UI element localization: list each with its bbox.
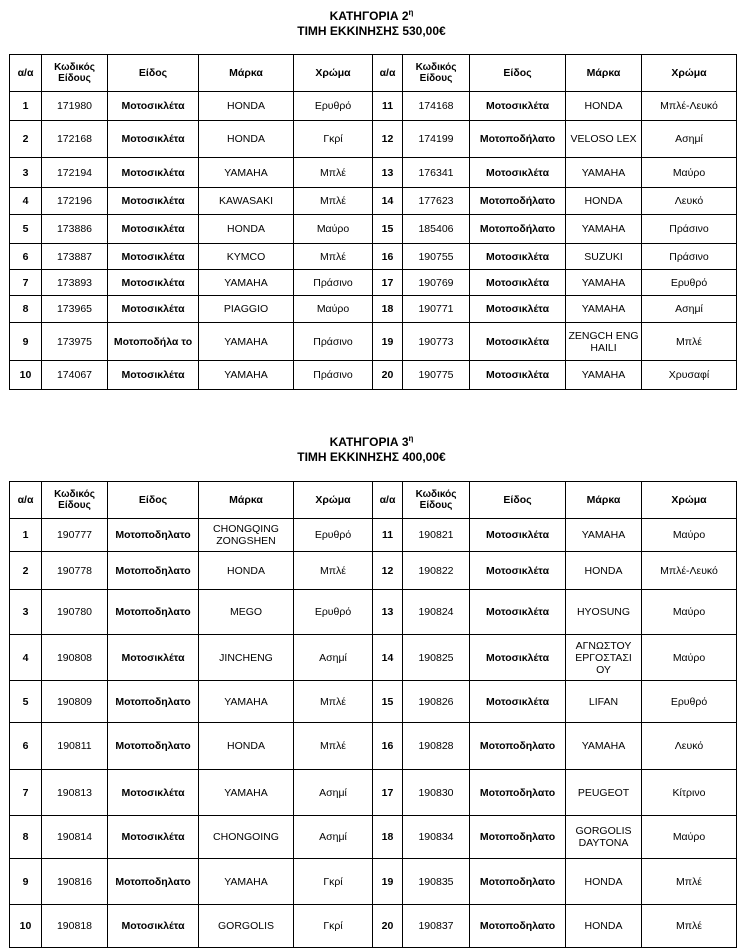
- item-type-cell: Μοτοσικλέτα: [108, 244, 199, 270]
- brand-cell: HONDA: [566, 92, 642, 121]
- item-code-cell: 173965: [42, 296, 108, 323]
- brand-cell: KAWASAKI: [199, 188, 294, 215]
- serial-header: α/α: [10, 55, 42, 92]
- category-title: ΚΑΤΗΓΟΡΙΑ 2: [329, 9, 409, 23]
- brand-cell: HONDA: [566, 859, 642, 905]
- brand-header: Μάρκα: [199, 55, 294, 92]
- item-type-cell: Μοτοσικλέτα: [108, 92, 199, 121]
- item-type-cell: Μοτοσικλέτα: [108, 361, 199, 390]
- table-row: [10, 590, 737, 635]
- color-cell: Μαύρο: [642, 590, 737, 635]
- code-header: Κωδικός Είδους: [403, 55, 470, 92]
- table-row: [10, 552, 737, 590]
- brand-header: Μάρκα: [566, 482, 642, 519]
- brand-cell: HONDA: [199, 723, 294, 770]
- item-type-cell: Μοτοσικλέτα: [470, 270, 566, 296]
- item-type-cell: Μοτοποδήλατο: [470, 215, 566, 244]
- item-type-cell: Μοτοποδηλατο: [470, 816, 566, 859]
- brand-cell: CHONGQING ZONGSHEN: [199, 519, 294, 552]
- item-type-cell: Μοτοσικλέτα: [470, 296, 566, 323]
- item-code-cell: 190821: [403, 519, 470, 552]
- item-type-cell: Μοτοποδηλατο: [108, 519, 199, 552]
- item-code-cell: 190814: [42, 816, 108, 859]
- item-code-cell: 172196: [42, 188, 108, 215]
- row-number-cell: 15: [373, 215, 403, 244]
- brand-cell: JINCHENG: [199, 635, 294, 681]
- table-row: [10, 296, 737, 323]
- item-type-cell: Μοτοσικλέτα: [470, 244, 566, 270]
- row-number-cell: 12: [373, 552, 403, 590]
- item-type-cell: Μοτοποδηλατο: [470, 859, 566, 905]
- item-code-cell: 190811: [42, 723, 108, 770]
- brand-cell: YAMAHA: [199, 361, 294, 390]
- code-header: Κωδικός Είδους: [403, 482, 470, 519]
- row-number-cell: 10: [10, 905, 42, 948]
- brand-cell: LIFAN: [566, 681, 642, 723]
- color-cell: Μπλέ: [642, 323, 737, 361]
- item-type-cell: Μοτοσικλέτα: [108, 270, 199, 296]
- color-cell: Μπλέ: [642, 905, 737, 948]
- brand-cell: GORGOLIS DAYTONA: [566, 816, 642, 859]
- color-cell: Γκρί: [294, 121, 373, 158]
- row-number-cell: 5: [10, 215, 42, 244]
- color-cell: Πράσινο: [294, 361, 373, 390]
- item-type-cell: Μοτοσικλέτα: [470, 323, 566, 361]
- code-header: Κωδικός Είδους: [42, 55, 108, 92]
- brand-cell: HONDA: [199, 92, 294, 121]
- color-cell: Ασημί: [294, 816, 373, 859]
- row-number-cell: 14: [373, 635, 403, 681]
- item-code-cell: 190778: [42, 552, 108, 590]
- table-row: [10, 905, 737, 948]
- category-3-heading: [0, 431, 743, 465]
- row-number-cell: 20: [373, 361, 403, 390]
- color-cell: Μαύρο: [642, 519, 737, 552]
- item-type-cell: Μοτοσικλέτα: [470, 590, 566, 635]
- brand-cell: YAMAHA: [199, 323, 294, 361]
- brand-cell: GORGOLIS: [199, 905, 294, 948]
- color-cell: Γκρί: [294, 859, 373, 905]
- item-code-cell: 190818: [42, 905, 108, 948]
- item-code-cell: 171980: [42, 92, 108, 121]
- item-type-cell: Μοτοσικλέτα: [108, 905, 199, 948]
- brand-cell: CHONGOING: [199, 816, 294, 859]
- item-code-cell: 190755: [403, 244, 470, 270]
- color-cell: Γκρί: [294, 905, 373, 948]
- item-code-cell: 172194: [42, 158, 108, 188]
- brand-cell: HONDA: [199, 121, 294, 158]
- color-cell: Μαύρο: [642, 635, 737, 681]
- row-number-cell: 9: [10, 323, 42, 361]
- serial-header: α/α: [373, 482, 403, 519]
- item-type-cell: Μοτοσικλέτα: [108, 816, 199, 859]
- type-header: Είδος: [108, 482, 199, 519]
- color-cell: Μπλέ: [294, 244, 373, 270]
- serial-header: α/α: [10, 482, 42, 519]
- table-row: [10, 770, 737, 816]
- item-type-cell: Μοτοποδηλατο: [108, 723, 199, 770]
- table-row: [10, 816, 737, 859]
- item-code-cell: 190769: [403, 270, 470, 296]
- brand-cell: YAMAHA: [199, 681, 294, 723]
- item-type-cell: Μοτοσικλέτα: [470, 361, 566, 390]
- color-cell: Μπλέ: [294, 681, 373, 723]
- item-code-cell: 190777: [42, 519, 108, 552]
- item-code-cell: 172168: [42, 121, 108, 158]
- brand-cell: YAMAHA: [566, 361, 642, 390]
- row-number-cell: 15: [373, 681, 403, 723]
- row-number-cell: 3: [10, 158, 42, 188]
- item-type-cell: Μοτοποδηλατο: [470, 905, 566, 948]
- brand-cell: PEUGEOT: [566, 770, 642, 816]
- color-cell: Μπλέ-Λευκό: [642, 92, 737, 121]
- color-cell: Λευκό: [642, 188, 737, 215]
- color-cell: Μπλέ-Λευκό: [642, 552, 737, 590]
- row-number-cell: 3: [10, 590, 42, 635]
- row-number-cell: 1: [10, 519, 42, 552]
- color-cell: Ασημί: [642, 121, 737, 158]
- item-type-cell: Μοτοποδήλατο: [470, 188, 566, 215]
- item-type-cell: Μοτοσικλέτα: [108, 215, 199, 244]
- color-header: Χρώμα: [294, 55, 373, 92]
- color-cell: Ερυθρό: [294, 590, 373, 635]
- row-number-cell: 13: [373, 158, 403, 188]
- item-code-cell: 190808: [42, 635, 108, 681]
- row-number-cell: 19: [373, 323, 403, 361]
- table-row: [10, 270, 737, 296]
- row-number-cell: 16: [373, 723, 403, 770]
- brand-header: Μάρκα: [566, 55, 642, 92]
- item-code-cell: 190809: [42, 681, 108, 723]
- item-code-cell: 190780: [42, 590, 108, 635]
- item-type-cell: Μοτοσικλέτα: [470, 681, 566, 723]
- category-title: ΚΑΤΗΓΟΡΙΑ 3: [329, 435, 409, 449]
- item-code-cell: 190834: [403, 816, 470, 859]
- brand-cell: HONDA: [566, 905, 642, 948]
- item-code-cell: 190824: [403, 590, 470, 635]
- color-cell: Κίτρινο: [642, 770, 737, 816]
- brand-cell: MEGO: [199, 590, 294, 635]
- starting-price: ΤΙΜΗ ΕΚΚΙΝΗΣΗΣ 530,00€: [297, 24, 446, 38]
- color-cell: Μπλέ: [642, 859, 737, 905]
- table-row: [10, 244, 737, 270]
- table-row: [10, 215, 737, 244]
- brand-cell: YAMAHA: [566, 296, 642, 323]
- item-code-cell: 177623: [403, 188, 470, 215]
- color-cell: Ερυθρό: [294, 92, 373, 121]
- item-type-cell: Μοτοποδηλατο: [108, 859, 199, 905]
- color-cell: Ασημί: [642, 296, 737, 323]
- brand-cell: ΑΓΝΩΣΤΟΥ ΕΡΓΟΣΤΑΣΙ ΟΥ: [566, 635, 642, 681]
- color-cell: Ασημί: [294, 635, 373, 681]
- brand-cell: HONDA: [199, 552, 294, 590]
- item-code-cell: 185406: [403, 215, 470, 244]
- brand-cell: YAMAHA: [199, 270, 294, 296]
- row-number-cell: 10: [10, 361, 42, 390]
- color-cell: Μαύρο: [294, 215, 373, 244]
- item-type-cell: Μοτοποδηλατο: [470, 723, 566, 770]
- row-number-cell: 1: [10, 92, 42, 121]
- table-row: [10, 188, 737, 215]
- row-number-cell: 5: [10, 681, 42, 723]
- row-number-cell: 8: [10, 296, 42, 323]
- item-type-cell: Μοτοσικλέτα: [108, 188, 199, 215]
- item-code-cell: 190826: [403, 681, 470, 723]
- category-2-table: [9, 54, 737, 390]
- row-number-cell: 4: [10, 188, 42, 215]
- row-number-cell: 6: [10, 244, 42, 270]
- color-cell: Πράσινο: [294, 270, 373, 296]
- brand-cell: YAMAHA: [566, 158, 642, 188]
- color-cell: Πράσινο: [642, 244, 737, 270]
- type-header: Είδος: [470, 55, 566, 92]
- row-number-cell: 13: [373, 590, 403, 635]
- row-number-cell: 11: [373, 519, 403, 552]
- type-header: Είδος: [470, 482, 566, 519]
- row-number-cell: 9: [10, 859, 42, 905]
- color-header: Χρώμα: [642, 55, 737, 92]
- item-code-cell: 190828: [403, 723, 470, 770]
- item-code-cell: 174199: [403, 121, 470, 158]
- row-number-cell: 19: [373, 859, 403, 905]
- brand-cell: PIAGGIO: [199, 296, 294, 323]
- item-code-cell: 190830: [403, 770, 470, 816]
- item-type-cell: Μοτοσικλέτα: [470, 635, 566, 681]
- color-cell: Μπλέ: [294, 158, 373, 188]
- color-cell: Μπλέ: [294, 723, 373, 770]
- row-number-cell: 4: [10, 635, 42, 681]
- item-type-cell: Μοτοσικλέτα: [470, 158, 566, 188]
- brand-cell: YAMAHA: [199, 158, 294, 188]
- row-number-cell: 12: [373, 121, 403, 158]
- item-type-cell: Μοτοσικλέτα: [108, 121, 199, 158]
- table-row: [10, 121, 737, 158]
- item-type-cell: Μοτοσικλέτα: [470, 92, 566, 121]
- item-code-cell: 173886: [42, 215, 108, 244]
- row-number-cell: 2: [10, 552, 42, 590]
- table-row: [10, 361, 737, 390]
- row-number-cell: 18: [373, 816, 403, 859]
- item-code-cell: 174067: [42, 361, 108, 390]
- item-type-cell: Μοτοσικλέτα: [108, 770, 199, 816]
- header-row: [10, 55, 737, 92]
- table-row: [10, 859, 737, 905]
- brand-cell: HONDA: [199, 215, 294, 244]
- brand-cell: ZENGCH ENG HAILI: [566, 323, 642, 361]
- row-number-cell: 11: [373, 92, 403, 121]
- header-row: [10, 482, 737, 519]
- brand-cell: VELOSO LEX: [566, 121, 642, 158]
- code-header: Κωδικός Είδους: [42, 482, 108, 519]
- serial-header: α/α: [373, 55, 403, 92]
- brand-cell: YAMAHA: [566, 519, 642, 552]
- brand-cell: HONDA: [566, 552, 642, 590]
- table-row: [10, 323, 737, 361]
- row-number-cell: 2: [10, 121, 42, 158]
- row-number-cell: 16: [373, 244, 403, 270]
- category-superscript: η: [408, 8, 414, 17]
- category-2-heading: [0, 5, 743, 39]
- brand-cell: HONDA: [566, 188, 642, 215]
- starting-price: ΤΙΜΗ ΕΚΚΙΝΗΣΗΣ 400,00€: [297, 450, 446, 464]
- item-code-cell: 176341: [403, 158, 470, 188]
- item-code-cell: 190813: [42, 770, 108, 816]
- brand-header: Μάρκα: [199, 482, 294, 519]
- item-type-cell: Μοτοσικλέτα: [470, 519, 566, 552]
- item-type-cell: Μοτοσικλέτα: [108, 158, 199, 188]
- brand-cell: KYMCO: [199, 244, 294, 270]
- item-type-cell: Μοτοσικλέτα: [470, 552, 566, 590]
- color-cell: Πράσινο: [642, 215, 737, 244]
- item-code-cell: 173893: [42, 270, 108, 296]
- item-code-cell: 190837: [403, 905, 470, 948]
- color-cell: Μαύρο: [294, 296, 373, 323]
- color-cell: Ασημί: [294, 770, 373, 816]
- category-3-table: [9, 481, 737, 948]
- row-number-cell: 8: [10, 816, 42, 859]
- color-cell: Πράσινο: [294, 323, 373, 361]
- brand-cell: YAMAHA: [566, 723, 642, 770]
- table-row: [10, 158, 737, 188]
- table-row: [10, 635, 737, 681]
- row-number-cell: 20: [373, 905, 403, 948]
- color-header: Χρώμα: [294, 482, 373, 519]
- color-cell: Ερυθρό: [294, 519, 373, 552]
- item-code-cell: 190816: [42, 859, 108, 905]
- item-type-cell: Μοτοποδηλατο: [108, 552, 199, 590]
- color-header: Χρώμα: [642, 482, 737, 519]
- item-type-cell: Μοτοσικλέτα: [108, 635, 199, 681]
- color-cell: Μπλέ: [294, 188, 373, 215]
- item-code-cell: 173975: [42, 323, 108, 361]
- item-type-cell: Μοτοποδήλα το: [108, 323, 199, 361]
- item-code-cell: 190835: [403, 859, 470, 905]
- color-cell: Ερυθρό: [642, 681, 737, 723]
- item-code-cell: 190825: [403, 635, 470, 681]
- table-row: [10, 723, 737, 770]
- item-code-cell: 173887: [42, 244, 108, 270]
- row-number-cell: 6: [10, 723, 42, 770]
- brand-cell: YAMAHA: [566, 270, 642, 296]
- category-superscript: η: [408, 434, 414, 443]
- row-number-cell: 14: [373, 188, 403, 215]
- brand-cell: HYOSUNG: [566, 590, 642, 635]
- color-cell: Λευκό: [642, 723, 737, 770]
- item-code-cell: 190775: [403, 361, 470, 390]
- row-number-cell: 17: [373, 270, 403, 296]
- item-type-cell: Μοτοσικλέτα: [108, 296, 199, 323]
- table-row: [10, 519, 737, 552]
- brand-cell: SUZUKI: [566, 244, 642, 270]
- item-type-cell: Μοτοποδηλατο: [108, 590, 199, 635]
- type-header: Είδος: [108, 55, 199, 92]
- item-code-cell: 190822: [403, 552, 470, 590]
- item-code-cell: 190773: [403, 323, 470, 361]
- table-row: [10, 681, 737, 723]
- item-type-cell: Μοτοποδήλατο: [470, 121, 566, 158]
- item-type-cell: Μοτοποδηλατο: [108, 681, 199, 723]
- color-cell: Μαύρο: [642, 816, 737, 859]
- item-code-cell: 174168: [403, 92, 470, 121]
- color-cell: Ερυθρό: [642, 270, 737, 296]
- row-number-cell: 18: [373, 296, 403, 323]
- brand-cell: YAMAHA: [199, 770, 294, 816]
- row-number-cell: 17: [373, 770, 403, 816]
- color-cell: Μπλέ: [294, 552, 373, 590]
- table-row: [10, 92, 737, 121]
- brand-cell: YAMAHA: [566, 215, 642, 244]
- color-cell: Μαύρο: [642, 158, 737, 188]
- brand-cell: YAMAHA: [199, 859, 294, 905]
- row-number-cell: 7: [10, 770, 42, 816]
- color-cell: Χρυσαφί: [642, 361, 737, 390]
- item-code-cell: 190771: [403, 296, 470, 323]
- item-type-cell: Μοτοποδηλατο: [470, 770, 566, 816]
- row-number-cell: 7: [10, 270, 42, 296]
